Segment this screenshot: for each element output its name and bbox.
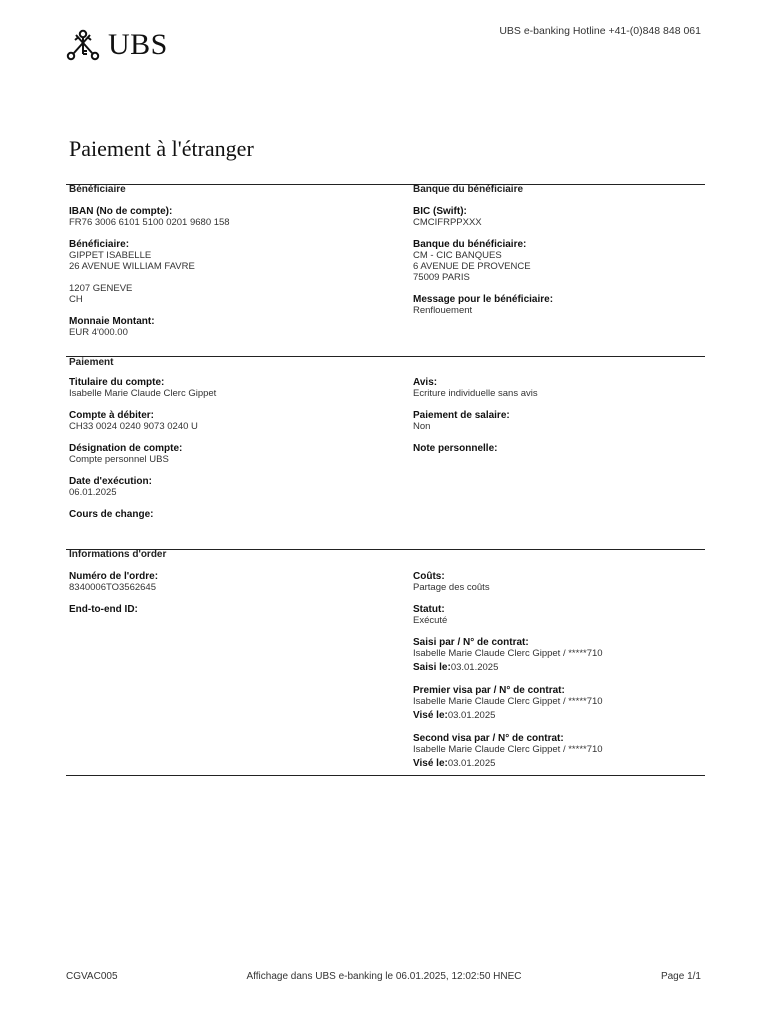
account-designation-label: Désignation de compte: [69, 443, 183, 454]
section-divider [66, 356, 705, 357]
execution-date-value: 06.01.2025 [69, 487, 117, 498]
first-visa-field [413, 685, 713, 722]
order-number-label: Numéro de l'ordre: [69, 571, 159, 582]
first-visa-date-label: Visé le: [413, 710, 448, 721]
message-value: Renflouement [413, 305, 473, 316]
salary-payment-label: Paiement de salaire: [413, 410, 510, 421]
currency-amount-label: Monnaie Montant: [69, 316, 155, 327]
account-designation-value: Compte personnel UBS [69, 454, 169, 465]
beneficiary-heading: Bénéficiaire [69, 184, 126, 195]
costs-field [413, 571, 713, 593]
avis-field [413, 377, 713, 399]
bank-name: CM - CIC BANQUES [413, 250, 502, 261]
end-to-end-id-field [69, 604, 369, 626]
holder-label: Titulaire du compte: [69, 377, 165, 388]
personal-note-label: Note personnelle: [413, 443, 498, 454]
order-info-heading: Informations d'order [69, 549, 167, 560]
bank-street: 6 AVENUE DE PROVENCE [413, 261, 531, 272]
bank-city: 75009 PARIS [413, 272, 470, 283]
payment-heading: Paiement [69, 357, 114, 368]
account-designation-field [69, 443, 369, 465]
holder-field [69, 377, 369, 399]
display-timestamp: Affichage dans UBS e-banking le 06.01.2025, 12:02:50 HNEC [246, 971, 522, 982]
section-divider [66, 184, 705, 185]
entered-on-row [413, 661, 713, 674]
beneficiary-street: 26 AVENUE WILLIAM FAVRE [69, 261, 195, 272]
beneficiary-name: GIPPET ISABELLE [69, 250, 152, 261]
logo-text: UBS [108, 28, 168, 61]
beneficiary-column [69, 206, 369, 349]
bank-label: Banque du bénéficiaire: [413, 239, 527, 250]
end-to-end-id-label: End-to-end ID: [69, 604, 138, 615]
payment-right-column [413, 377, 713, 476]
second-visa-date-label: Visé le: [413, 758, 448, 769]
costs-label: Coûts: [413, 571, 445, 582]
iban-label: IBAN (No de compte): [69, 206, 173, 217]
second-visa-label: Second visa par / N° de contrat: [413, 733, 564, 744]
exchange-rate-value [69, 520, 369, 531]
costs-value: Partage des coûts [413, 582, 490, 593]
execution-date-field [69, 476, 369, 498]
document-code: CGVAC005 [66, 971, 118, 982]
page-number: Page 1/1 [660, 971, 701, 982]
entered-on-value: 03.01.2025 [450, 662, 499, 673]
page-title: Paiement à l'étranger [69, 136, 254, 161]
order-number-field [69, 571, 369, 593]
entered-by-value: Isabelle Marie Claude Clerc Gippet / *****710 [413, 648, 603, 659]
bank-column [413, 206, 713, 327]
beneficiary-field [69, 239, 369, 305]
second-visa-value: Isabelle Marie Claude Clerc Gippet / *****710 [413, 744, 603, 755]
entered-on-label: Saisi le: [413, 662, 451, 673]
debit-account-label: Compte à débiter: [69, 410, 155, 421]
entered-by-label: Saisi par / N° de contrat: [413, 637, 529, 648]
first-visa-label: Premier visa par / N° de contrat: [413, 685, 565, 696]
first-visa-date-value: 03.01.2025 [447, 710, 496, 721]
bank-heading: Banque du bénéficiaire [413, 184, 524, 195]
message-field [413, 294, 713, 316]
order-left-column [69, 571, 369, 637]
iban-value: FR76 3006 6101 5100 0201 9680 158 [69, 217, 230, 228]
order-number-value: 8340006TO3562645 [69, 582, 156, 593]
status-label: Statut: [413, 604, 445, 615]
first-visa-date-row [413, 709, 713, 722]
personal-note-field [413, 443, 713, 465]
message-label: Message pour le bénéficiaire: [413, 294, 554, 305]
currency-amount-value: EUR 4'000.00 [69, 327, 128, 338]
execution-date-label: Date d'exécution: [69, 476, 152, 487]
holder-value: Isabelle Marie Claude Clerc Gippet [69, 388, 217, 399]
order-right-column [413, 571, 713, 781]
avis-label: Avis: [413, 377, 438, 388]
hotline-info: UBS e-banking Hotline +41-(0)848 848 061 [499, 25, 701, 37]
bic-value: CMCIFRPPXXX [413, 217, 482, 228]
status-value: Exécuté [413, 615, 448, 626]
bank-field [413, 239, 713, 283]
second-visa-date-row [413, 757, 713, 770]
three-keys-icon [66, 29, 100, 61]
second-visa-field [413, 733, 713, 770]
iban-field [69, 206, 369, 228]
debit-account-field [69, 410, 369, 432]
bic-field [413, 206, 713, 228]
beneficiary-blank-line [69, 272, 369, 283]
personal-note-value [413, 454, 713, 465]
exchange-rate-label: Cours de change: [69, 509, 154, 520]
salary-payment-value: Non [413, 421, 431, 432]
exchange-rate-field [69, 509, 369, 531]
ubs-logo [66, 28, 168, 62]
payment-left-column [69, 377, 369, 542]
section-divider [66, 775, 705, 776]
salary-payment-field [413, 410, 713, 432]
avis-value: Ecriture individuelle sans avis [413, 388, 538, 399]
entered-by-field [413, 637, 713, 674]
status-field [413, 604, 713, 626]
end-to-end-id-value [69, 615, 369, 626]
debit-account-value: CH33 0024 0240 9073 0240 U [69, 421, 198, 432]
second-visa-date-value: 03.01.2025 [447, 758, 496, 769]
beneficiary-label: Bénéficiaire: [69, 239, 130, 250]
bic-label: BIC (Swift): [413, 206, 467, 217]
beneficiary-city: 1207 GENEVE [69, 283, 133, 294]
first-visa-value: Isabelle Marie Claude Clerc Gippet / *****710 [413, 696, 603, 707]
currency-amount-field [69, 316, 369, 338]
beneficiary-country: CH [69, 294, 83, 305]
